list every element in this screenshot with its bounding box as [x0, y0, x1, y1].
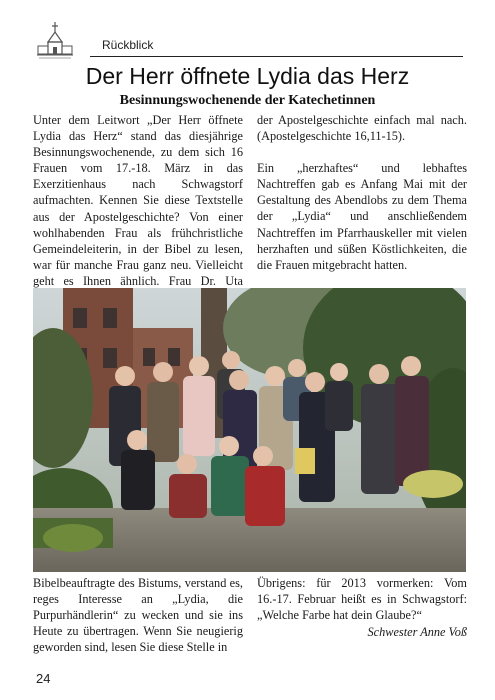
- page-number: 24: [36, 671, 51, 686]
- church-logo-icon: [36, 20, 74, 62]
- author: Schwester Anne Voß: [367, 625, 467, 640]
- paragraph: Ein „herzhaftes“ und lebhaftes Nachtreffen gab es Anfang Mai mit der Gestaltung des Abendlobs zu dem Thema der „Lydia“ und anschließendem Nachtreffen im Pfarrhauskeller mit vielen herzhaften und süßen Köstlichkeiten, die die Frauen mitgebracht hatten.: [257, 161, 467, 272]
- section-label: Rückblick: [102, 38, 154, 52]
- paragraph: Unter dem Leitwort „Der Herr öffnete Lydia das Herz“ stand das diesjährige Besinnungswochenende, zu dem sich 16 Frauen vom 17.-18. März in das Exerzitienhaus nach Schwagstorf aufmachten. Kennen Sie diese Textstelle aus der Apostelgeschichte? Von einer wohlhabenden Frau als frühchristliche Gemeindeleiterin, in der Bibel zu lesen, war für manche Frau ganz neu. Vielleicht geht es Ihnen ähnlich. Frau Dr. Uta: [33, 113, 243, 288]
- column-right-bottom: [257, 575, 467, 640]
- article-subtitle: Besinnungswochenende der Katechetinnen: [119, 93, 376, 108]
- header-rule: [90, 56, 463, 57]
- column-left-bottom: [33, 575, 243, 671]
- paragraph: Bibelbeauftragte des Bistums, verstand es, reges Interesse an „Lydia, die Purpurhändlerin“ zu wecken und sie ins Heute zu übertragen. Wenn Sie neugierig geworden sind, lesen Sie diese Stelle in: [33, 576, 243, 655]
- group-photo: [33, 288, 466, 572]
- article-title: Der Herr öffnete Lydia das Herz: [85, 63, 410, 89]
- paragraph: Übrigens: für 2013 vormerken: Vom 16.-17. Februar heißt es in Schwagstorf: „Welche Farbe hat dein Glaube?“: [257, 576, 467, 623]
- column-right-top: [257, 112, 467, 289]
- paragraph: der Apostelgeschichte einfach mal nach. (Apostelgeschichte 16,11-15).: [257, 113, 467, 144]
